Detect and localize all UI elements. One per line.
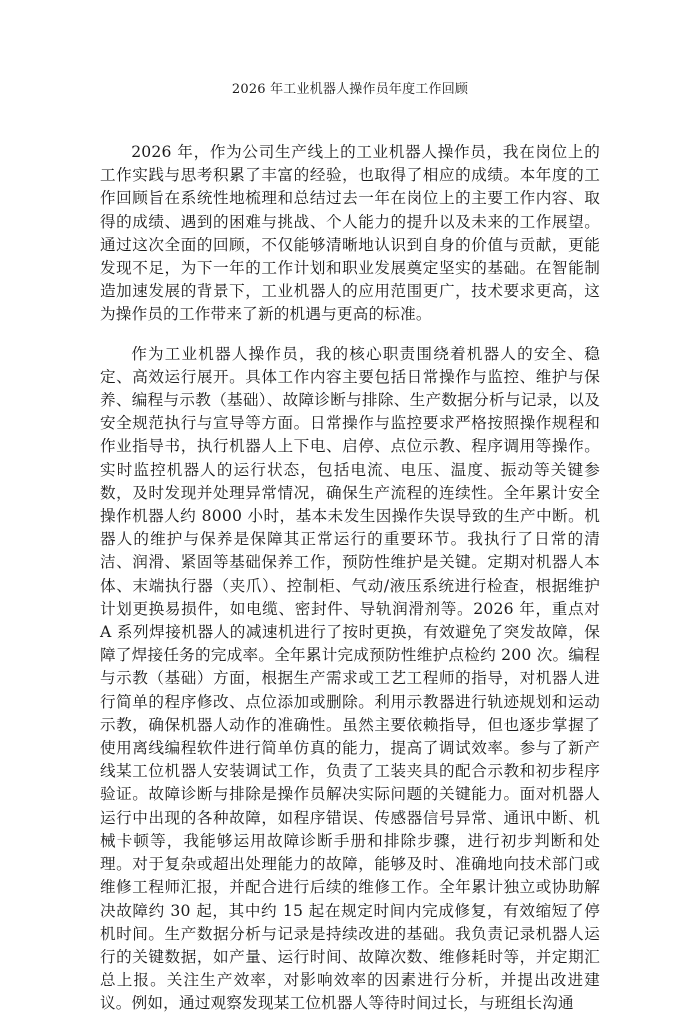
paragraph-duties: 作为工业机器人操作员，我的核心职责围绕着机器人的安全、稳定、高效运行展开。具体工作内容主要包括日常操作与监控、维护与保养、编程与示教（基础）、故障诊断与排除、生产数据分析与记录，以及安全规范执行与宣导等方面。日常操作与监控要求严格按照操作规程和作业指导书，执行机器人上下电、启停、点位示教、程序调用等操作。实时监控机器人的运行状态，包括电流、电压、温度、振动等关键参数，及时发现并处理异常情况，确保生产流程的连续性。全年累计安全操作机器人约 8000 小时，基本未发生因操作失误导致的生产中断。机器人的维护与保养是保障其正常运行的重要环节。我执行了日常的清洁、润滑、紧固等基础保养工作，预防性维护是关键。定期对机器人本体、末端执行器（夹爪）、控制柜、气动/液压系统进行检查，根据维护计划更换易损件，如电缆、密封件、导轨润滑剂等。2026 年，重点对 A 系列焊接机器人的减速机进行了按时更换，有效避免了突发故障，保障了焊接任务的完成率。全年累计完成预防性维护点检约 200 次。编程与示教（基础）方面，根据生产需求或工艺工程师的指导，对机器人进行简单的程序修改、点位添加或删除。利用示教器进行轨迹规划和运动示教，确保机器人动作的准确性。虽然主要依赖指导，但也逐步掌握了使用离线编程软件进行简单仿真的能力，提高了调试效率。参与了新产线某工位机器人安装调试工作，负责了工装夹具的配合示教和初步程序验证。故障诊断与排除是操作员解决实际问题的关键能力。面对机器人运行中出现的各种故障，如程序错误、传感器信号异常、通讯中断、机械卡顿等，我能够运用故障诊断手册和排除步骤，进行初步判断和处理。对于复杂或超出处理能力的故障，能够及时、准确地向技术部门或维修工程师汇报，并配合进行后续的维修工作。全年累计独立或协助解决故障约 30 起，其中约 15 起在规定时间内完成修复，有效缩短了停机时间。生产数据分析与记录是持续改进的基础。我负责记录机器人运行的关键数据，如产量、运行时间、故障次数、维修耗时等，并定期汇总上报。关注生产效率，对影响效率的因素进行分析，并提出改进建议。例如，通过观察发现某工位机器人等待时间过长，与班组长沟通 [100,344,600,1013]
document-title: 2026 年工业机器人操作员年度工作回顾 [231,82,469,97]
document-body [100,141,600,1032]
paragraph-intro: 2026 年，作为公司生产线上的工业机器人操作员，我在岗位上的工作实践与思考积累了丰富的经验，也取得了相应的成绩。本年度的工作回顾旨在系统性地梳理和总结过去一年在岗位上的主要工作内容、取得的成绩、遇到的困难与挑战、个人能力的提升以及未来的工作展望。通过这次全面的回顾，不仅能够清晰地认识到自身的价值与贡献，更能发现不足，为下一年的工作计划和职业发展奠定坚实的基础。在智能制造加速发展的背景下，工业机器人的应用范围更广，技术要求更高，这为操作员的工作带来了新的机遇与更高的标准。 [100,143,600,324]
